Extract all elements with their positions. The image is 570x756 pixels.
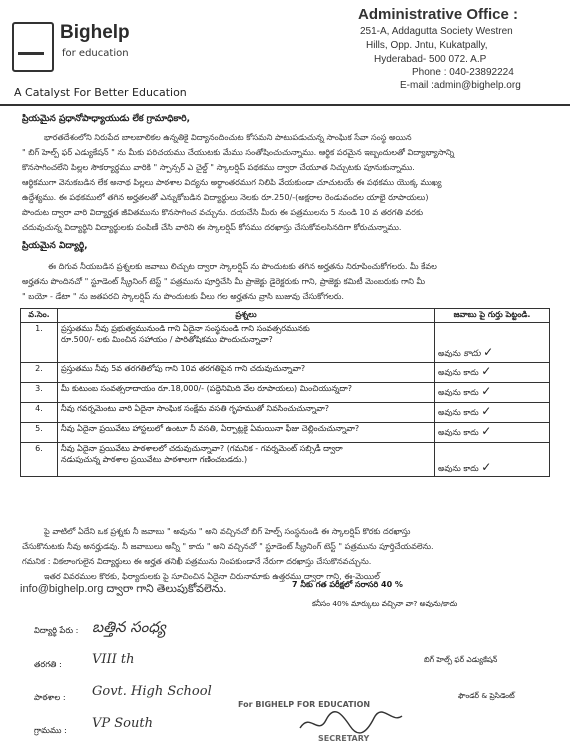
answer-cell[interactable]	[435, 443, 550, 477]
answer-cell[interactable]	[435, 423, 550, 443]
table-header-number: వ.సెం.	[21, 309, 58, 323]
brand-subtitle: for education	[62, 48, 129, 59]
paragraph-line: భారతదేశంలోని నిరుపేద బాలబాలికల ఉన్నతికై విద్యానందించుట కోసమని పాటుపడుచున్న సాంఘిక సేవా సంస్థ అయిన	[44, 132, 412, 142]
check-mark-icon: ✓	[481, 424, 492, 438]
organization-stamp: For BIGHELP FOR EDUCATION	[238, 700, 371, 709]
no-option-marked[interactable]: కాదు	[463, 349, 481, 359]
row-number: 1.	[21, 323, 58, 363]
table-row	[21, 383, 550, 403]
question-text	[58, 323, 435, 363]
salutation-headmaster: ప్రియమైన ప్రధానోపాధ్యాయుడు లేక గ్రామాధికారి,	[22, 114, 191, 124]
address-line: Hyderabad- 500 072. A.P	[374, 54, 487, 65]
paragraph-line: ఈ దిగువ నీయబడిన ప్రశ్నలకు జవాబు లిచ్చుట ద్వారా స్కాలర్షిప్ ను పొందుటకు తగిన అర్హతను నిరూపించుకోగలరు. మీ కేవల	[48, 261, 437, 271]
answer-cell[interactable]	[435, 403, 550, 423]
no-option-marked[interactable]: కాదు	[463, 388, 479, 397]
paragraph-line: ఉద్దేశ్యము. ఈ పథకములో తగిన అర్హతలతో ఎన్నుకోబడిన విద్యార్థులు నెలకు రూ.250/-(అక్షరాల రెండువందల యాభై రూపాయలు)	[22, 192, 429, 202]
check-mark-icon: ✓	[481, 364, 492, 378]
pass-note: 7 నీకు గత పరీక్షలో సరాసరి 40 %	[292, 580, 403, 589]
header-divider	[0, 104, 570, 106]
paragraph-line: చదువుచున్న విద్యార్థిని విద్యార్థులకు పంపిణీ చేసి వారిని ఈ స్కాలర్షిప్ కోసము దరఖాస్తు చేసుకోవలసినదిగా కోరుచున్నాము.	[22, 222, 402, 232]
row-number: 2.	[21, 363, 58, 383]
yes-option[interactable]: అవును	[438, 408, 461, 417]
yes-option[interactable]: అవును	[438, 388, 461, 397]
answer-cell[interactable]	[435, 383, 550, 403]
table-row	[21, 323, 550, 363]
school-label: పాఠశాల :	[34, 692, 66, 702]
tagline: A Catalyst For Better Education	[14, 86, 187, 99]
stamp-secretary: SECRETARY	[318, 734, 370, 743]
row-number: 5.	[21, 423, 58, 443]
table-header-answer: జవాబు పై గుర్తు పెట్టండి.	[435, 309, 550, 323]
class-field[interactable]: VIII th	[92, 652, 135, 667]
student-name-label: విద్యార్థి పేరు :	[34, 625, 79, 635]
contact-email[interactable]: info@bighelp.org ద్వారా గాని తెలుపుకోవలెను.	[20, 583, 227, 595]
paragraph-line: పొందుట ద్వారా వారి విద్యార్హత జీవితమును కొనసాగించ వచ్చును. దయచేసి మీరు ఈ పత్రములను 5 నుండి 10 వ తరగతి వరకు	[22, 207, 424, 217]
question-line: నీవు ఏదైనా ప్రయివేటు పాఠశాలలో చదువుచున్నావా? (గమనిక - గవర్నమెంట్ సబ్సిడీ ద్వారా	[61, 444, 343, 453]
paragraph-line: అర్హతను పొందినచో " స్టూడెంట్ స్క్రీనింగ్ టెస్ట్ " పత్రమును పూర్తిచేసి మీ ప్రాజెక్టు డైరెక్టరుకు గాని, ప్రాజెక్టు కమిటీ మెంబరుకు గాని మీ	[22, 276, 426, 286]
question-line: ప్రస్తుతము నీవు ప్రభుత్వమునుండి గాని ఏదైనా సంస్థనుండి గాని సంవత్సరమునకు	[61, 324, 310, 333]
signature-icon	[296, 706, 406, 738]
table-row	[21, 423, 550, 443]
no-option-marked[interactable]: కాదు	[463, 428, 479, 437]
founder-label: ఫౌండర్ & ప్రెసిడెంట్	[458, 691, 515, 700]
paragraph-line: " బయో - డేటా " ను జతపరచి స్కాలర్షిప్ ను పొందుటకు వీలు గల అర్హతను వ్రాసి బుజువు చేసుకోగలరు.	[22, 291, 344, 301]
village-label: గ్రామము :	[34, 725, 67, 735]
no-option-marked[interactable]: కాదు	[463, 408, 479, 417]
address-line: Hills, Opp. Jntu, Kukatpally,	[366, 40, 488, 51]
row-number: 4.	[21, 403, 58, 423]
table-row	[21, 403, 550, 423]
yes-option[interactable]: అవును	[438, 428, 461, 437]
no-option-marked[interactable]: కాదు	[463, 368, 479, 377]
answer-cell[interactable]	[435, 363, 550, 383]
table-header-questions: ప్రశ్నలు	[58, 309, 435, 323]
village-field[interactable]: VP South	[92, 716, 153, 731]
check-mark-icon: ✓	[481, 404, 492, 418]
salutation-student: ప్రియమైన విద్యార్థి,	[22, 241, 88, 251]
check-mark-icon: ✓	[481, 460, 492, 474]
paragraph-line: ఆర్థికముగా వెనుకబడిన లేక అనాథ పిల్లలు పాఠశాల విద్యను అర్థాంతరముగ నిలిపి వేయకుండా చూచుటయే ఈ పథకము యొక్క ముఖ్య	[22, 177, 442, 187]
no-option-marked[interactable]: కాదు	[463, 464, 479, 473]
paragraph-line: " బిగ్ హెల్ప్ ఫర్ ఎడ్యుకేషన్ " ను మీకు పరిచయము చేయుటకు మేము సంతోషించుచున్నాము. ఆర్థిక పరమైన ఇబ్బందులతో విద్యాభ్యాసాన్ని	[22, 147, 455, 157]
row-number: 3.	[21, 383, 58, 403]
book-logo-icon	[18, 34, 44, 55]
check-mark-icon: ✓	[483, 345, 494, 359]
yes-option[interactable]: అవును	[438, 349, 461, 358]
table-row	[21, 363, 550, 383]
question-text: మీ కుటుంబ సంవత్సరాదాయం రూ.18,000/- (పద్దెనిమిది వేల రూపాయలు) మించియున్నదా?	[58, 383, 435, 403]
phone-line: Phone : 040-23892224	[412, 67, 514, 78]
row-number: 6.	[21, 443, 58, 477]
email-line: E-mail :admin@bighelp.org	[400, 80, 521, 91]
question-text	[58, 443, 435, 477]
table-row	[21, 443, 550, 477]
address-line: 251-A, Addagutta Society Westren	[360, 26, 513, 37]
question-text: నీవు ఏదైనా ప్రయివేటు హాస్టలులో ఉంటూ నీ వసతి, ఏర్పాట్లకై ఏమయినా ఫీజు చెల్లించుచున్నావా?	[58, 423, 435, 443]
check-mark-icon: ✓	[481, 384, 492, 398]
eligibility-table	[20, 308, 550, 477]
paragraph-line: కొనసాగించలేని పిల్లల సౌకర్యార్థము వారికి " స్పాన్సర్ ఎ చైల్డ్ " స్కాలర్షిప్ పథకము ద్వారా చేయూత నిచ్చుటకు పూనుకున్నాము.	[22, 162, 415, 172]
paragraph-line: ఇతర వివరముల కొరకు, ఫిర్యాదులకు పై సూచించిన ఏదైనా చిరునామాకు ఉత్తరము ద్వారా గాని, ఈ-మెయిల్	[44, 571, 380, 581]
marks-question: కనీసం 40% మార్కులు వచ్చినా వా? అవును/కాదు	[312, 599, 458, 608]
student-name-field[interactable]: బత్తిన సంధ్య	[92, 618, 166, 636]
paragraph-line: పై వాటిలో ఏదేని ఒక ప్రశ్నకు నీ జవాబు " అవును " అని వచ్చినచో బిగ్ హెల్ప్ సంస్థనుండి ఈ స్కాలర్షిప్ కొరకు దరఖాస్తు	[44, 526, 411, 536]
question-line: రూ.500/- లకు మించిన సహాయం / పారితోషికము పొందుచున్నావా?	[61, 335, 273, 344]
answer-cell[interactable]	[435, 323, 550, 363]
school-field[interactable]: Govt. High School	[92, 684, 212, 699]
org-signature-label: బిగ్ హెల్ప్ ఫర్ ఎడ్యుకేషన్	[424, 655, 498, 664]
brand-name: Bighelp	[60, 22, 130, 43]
yes-option[interactable]: అవును	[438, 464, 461, 473]
class-label: తరగతి :	[34, 659, 62, 669]
yes-option[interactable]: అవును	[438, 368, 461, 377]
paragraph-line: చేసుకొనుటకు నీవు అనర్హుడవు. నీ జవాబులు అన్నీ " కాదు " అని వచ్చినచో " స్టూడెంట్ స్క్రీనింగ్ టెస్ట్ " పత్రమును పూర్తిచేయవలెను.	[22, 541, 434, 551]
question-line: నడుపుచున్న పాఠశాల ప్రయివేటు పాఠశాలగా గణించబడదు.)	[61, 455, 248, 464]
note-line: గమనిక : వికలాంగులైన విద్యార్థులు ఈ అర్హత తనిఖీ పత్రమును నింపకుండానే నేరుగా దరఖాస్తు చేసుకొనవచ్చును.	[22, 556, 372, 566]
question-text: నీవు గవర్నమెంటు వారి ఏదైనా సాంఘిక సంక్షేమ వసతి గృహముతో నివసించుచున్నావా?	[58, 403, 435, 423]
question-text: ప్రస్తుతము నీవు 5వ తరగతిలోపు గాని 10వ తరగతిపైన గాని చదువుచున్నావా?	[58, 363, 435, 383]
office-title: Administrative Office :	[358, 6, 519, 23]
